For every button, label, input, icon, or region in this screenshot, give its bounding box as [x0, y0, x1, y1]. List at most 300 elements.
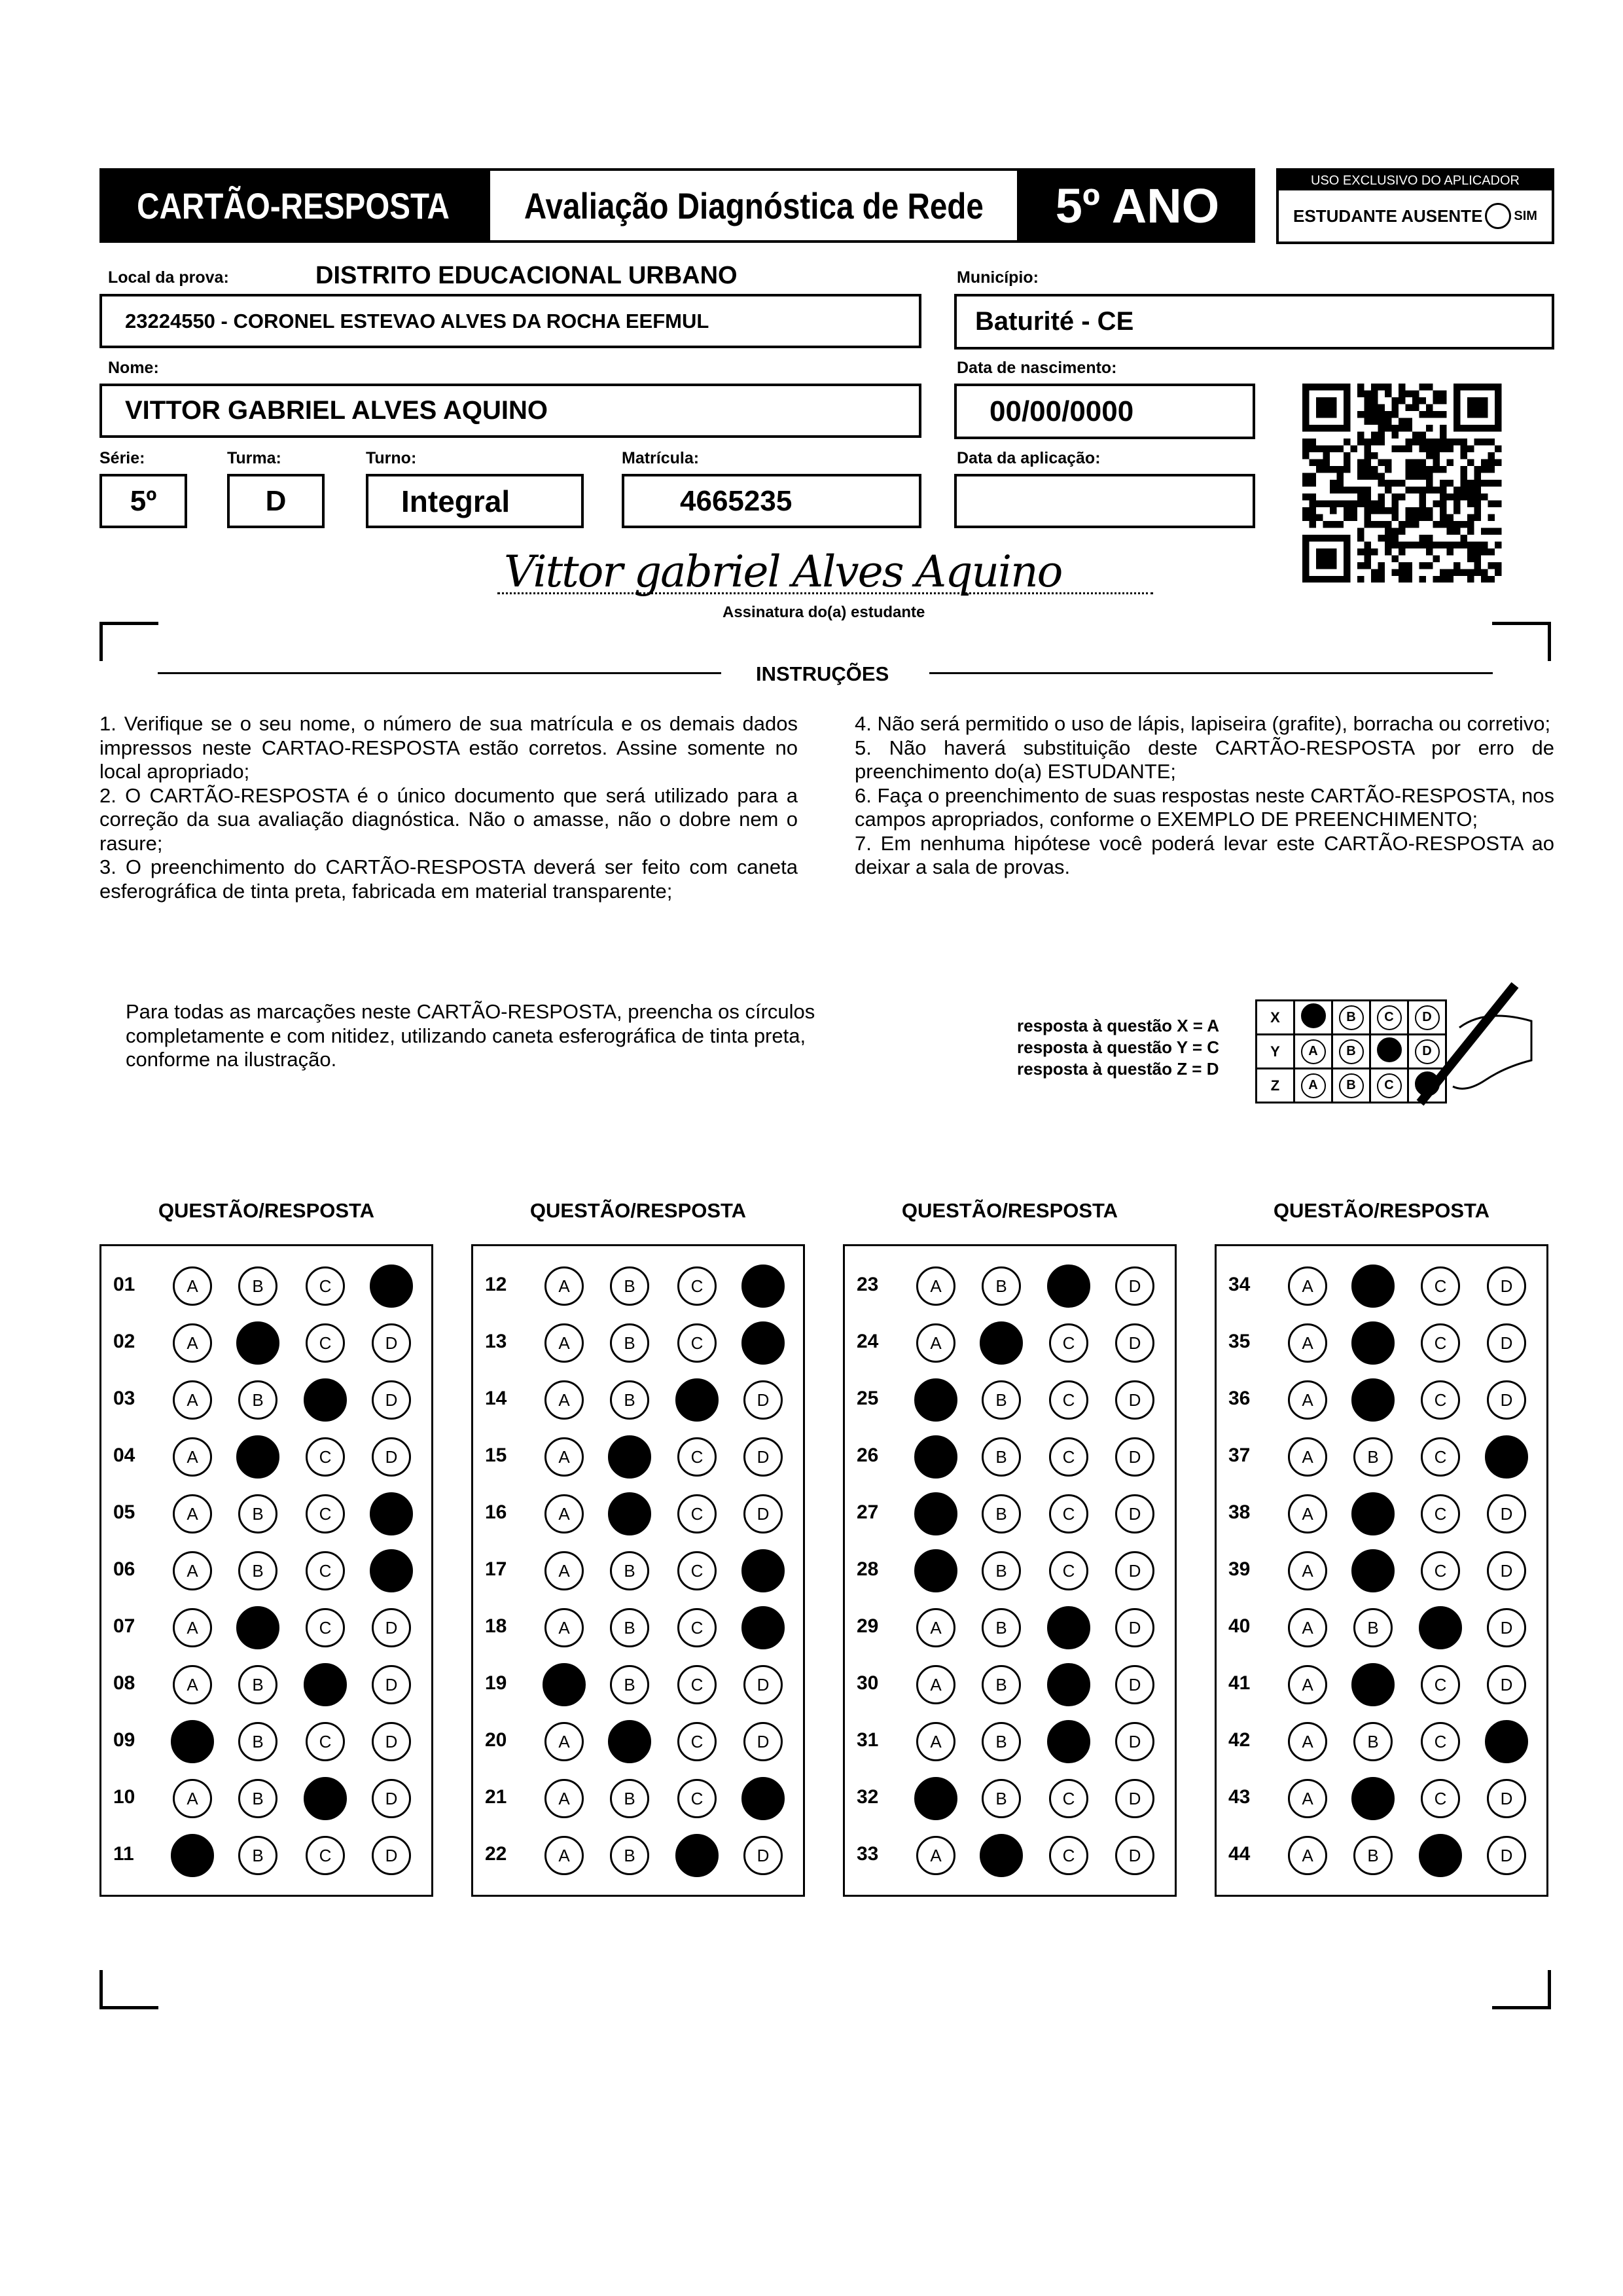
answer-bubble-a[interactable]: A [544, 1722, 584, 1761]
answer-row [101, 1827, 431, 1884]
answer-bubble-b-filled[interactable]: B [608, 1435, 651, 1479]
answer-bubble-d[interactable]: D [372, 1836, 411, 1875]
answer-bubble-d[interactable]: D [743, 1665, 783, 1704]
instructions-divider-right [929, 672, 1493, 674]
question-number: 29 [857, 1615, 879, 1637]
answer-bubble-c[interactable]: C [1421, 1323, 1460, 1363]
answer-bubble-d[interactable]: D [743, 1494, 783, 1534]
answer-bubble-d[interactable]: D [1115, 1608, 1154, 1647]
answer-bubble-d[interactable]: D [1487, 1608, 1526, 1647]
answer-bubble-a-filled[interactable]: A [914, 1777, 957, 1820]
answer-bubble-a[interactable]: A [916, 1608, 955, 1647]
nome-field: VITTOR GABRIEL ALVES AQUINO [99, 384, 921, 438]
qr-code [1302, 384, 1505, 583]
question-number: 02 [113, 1331, 135, 1352]
answer-bubble-a[interactable]: A [1288, 1722, 1327, 1761]
answer-row [1217, 1429, 1546, 1486]
answer-row [101, 1486, 431, 1543]
answer-bubble-a[interactable]: A [173, 1266, 212, 1306]
answer-bubble-c[interactable]: C [1421, 1722, 1460, 1761]
answer-bubble-b[interactable]: B [610, 1380, 649, 1420]
answer-bubble-d-filled[interactable]: D [1485, 1720, 1528, 1763]
answer-bubble-c[interactable]: C [677, 1551, 717, 1590]
serie-label: Série: [99, 449, 145, 467]
answer-bubble-a[interactable]: A [173, 1380, 212, 1420]
applicator-label: USO EXCLUSIVO DO APLICADOR [1279, 171, 1552, 190]
answer-bubble-c-filled[interactable]: C [304, 1777, 347, 1820]
answer-row [845, 1600, 1175, 1657]
answer-bubble-d[interactable]: D [1487, 1380, 1526, 1420]
answer-bubble-b[interactable]: B [610, 1266, 649, 1306]
answer-bubble-d[interactable]: D [1115, 1380, 1154, 1420]
answer-bubble-b[interactable]: B [982, 1380, 1021, 1420]
instruction-item: 4. Não será permitido o uso de lápis, lapiseira (grafite), borracha ou corretivo; [855, 712, 1551, 735]
answer-row [473, 1258, 803, 1315]
answer-row [101, 1713, 431, 1770]
answer-bubble-c[interactable]: C [1421, 1266, 1460, 1306]
answer-bubble-b-filled[interactable]: B [236, 1435, 279, 1479]
question-number: 05 [113, 1501, 135, 1523]
example-bubble: B [1339, 1005, 1364, 1030]
turno-field: Integral [366, 474, 584, 528]
signature: Vittor gabriel Alves Aquino [504, 547, 1062, 597]
answer-bubble-c-filled[interactable]: C [1419, 1606, 1462, 1649]
answer-bubble-c[interactable]: C [1421, 1551, 1460, 1590]
answer-bubble-c[interactable]: C [677, 1722, 717, 1761]
municipio-label: Município: [957, 268, 1039, 287]
answer-bubble-c[interactable]: C [306, 1494, 345, 1534]
pen-hand-icon [1407, 982, 1538, 1113]
answer-bubble-c[interactable]: C [1421, 1779, 1460, 1818]
answer-panel [1215, 1244, 1548, 1897]
turno-label: Turno: [366, 449, 417, 467]
answer-bubble-b[interactable]: B [982, 1665, 1021, 1704]
answer-bubble-a[interactable]: A [1288, 1665, 1327, 1704]
answer-panel [471, 1244, 805, 1897]
answer-bubble-d[interactable]: D [743, 1380, 783, 1420]
answer-bubble-c-filled[interactable]: C [675, 1378, 719, 1422]
answer-bubble-d[interactable]: D [1487, 1323, 1526, 1363]
answer-row [1217, 1713, 1546, 1770]
answer-bubble-a[interactable]: A [544, 1437, 584, 1477]
answer-bubble-d-filled[interactable]: D [370, 1492, 413, 1535]
answer-bubble-d[interactable]: D [1487, 1494, 1526, 1534]
question-number: 10 [113, 1786, 135, 1808]
instructions-right [855, 712, 1554, 880]
answer-bubble-c[interactable]: C [677, 1779, 717, 1818]
answer-bubble-d[interactable]: D [372, 1323, 411, 1363]
answer-bubble-a[interactable]: A [916, 1266, 955, 1306]
answer-bubble-b[interactable]: B [982, 1437, 1021, 1477]
answer-bubble-c[interactable]: C [677, 1608, 717, 1647]
example-bubble: B [1339, 1073, 1364, 1098]
answer-bubble-c-filled[interactable]: C [304, 1663, 347, 1706]
answer-bubble-c[interactable]: C [1421, 1494, 1460, 1534]
question-number: 32 [857, 1786, 879, 1808]
answer-bubble-a[interactable]: A [1288, 1266, 1327, 1306]
answer-bubble-a-filled[interactable]: A [543, 1663, 586, 1706]
answer-bubble-d-filled[interactable]: D [741, 1777, 785, 1820]
example-line-y: resposta à questão Y = C [1017, 1037, 1220, 1057]
answer-bubble-c[interactable]: C [306, 1608, 345, 1647]
answer-bubble-d[interactable]: D [1115, 1551, 1154, 1590]
answer-bubble-d[interactable]: D [372, 1779, 411, 1818]
answer-bubble-b[interactable]: B [982, 1494, 1021, 1534]
question-number: 09 [113, 1729, 135, 1751]
exam-title-text: Avaliação Diagnóstica de Rede [524, 185, 984, 226]
answer-bubble-a[interactable]: A [916, 1836, 955, 1875]
answer-bubble-c-filled[interactable]: C [1047, 1606, 1090, 1649]
answer-bubble-b[interactable]: B [238, 1494, 277, 1534]
answer-bubble-a[interactable]: A [544, 1608, 584, 1647]
answer-bubble-c[interactable]: C [677, 1266, 717, 1306]
answer-bubble-a[interactable]: A [1288, 1380, 1327, 1420]
answer-row [845, 1657, 1175, 1713]
answer-bubble-b-filled[interactable]: B [980, 1834, 1023, 1877]
answer-bubble-a[interactable]: A [1288, 1323, 1327, 1363]
example-bubble [1301, 1003, 1326, 1028]
answer-bubble-d[interactable]: D [743, 1722, 783, 1761]
question-number: 20 [485, 1729, 507, 1751]
question-number: 21 [485, 1786, 507, 1808]
answer-bubble-b[interactable]: B [238, 1380, 277, 1420]
example-question-label: X [1257, 1001, 1294, 1035]
answer-bubble-b[interactable]: B [982, 1722, 1021, 1761]
answer-bubble-b[interactable]: B [982, 1779, 1021, 1818]
instruction-item: 6. Faça o preenchimento de suas respostas neste CARTÃO-RESPOSTA, nos campos apropriados, conforme o EXEMPLO DE PREENCHIMENTO; [855, 783, 1554, 831]
question-number: 40 [1228, 1615, 1251, 1637]
answer-bubble-d[interactable]: D [1115, 1779, 1154, 1818]
answer-bubble-d-filled[interactable]: D [370, 1549, 413, 1592]
answer-bubble-a-filled[interactable]: A [171, 1720, 214, 1763]
answer-bubble-c[interactable]: C [677, 1323, 717, 1363]
answer-bubble-c[interactable]: C [306, 1836, 345, 1875]
answer-bubble-b[interactable]: B [1353, 1836, 1393, 1875]
answer-row [1217, 1258, 1546, 1315]
answer-row [845, 1827, 1175, 1884]
school-field: 23224550 - CORONEL ESTEVAO ALVES DA ROCHA EEFMUL [99, 294, 921, 348]
answer-bubble-d-filled[interactable]: D [741, 1606, 785, 1649]
answer-bubble-a[interactable]: A [173, 1608, 212, 1647]
nascimento-label: Data de nascimento: [957, 359, 1117, 377]
answer-bubble-c[interactable]: C [677, 1494, 717, 1534]
answer-bubble-a[interactable]: A [544, 1836, 584, 1875]
answer-bubble-a[interactable]: A [1288, 1494, 1327, 1534]
answer-row [845, 1486, 1175, 1543]
answer-bubble-b[interactable]: B [1353, 1437, 1393, 1477]
answer-bubble-a[interactable]: A [544, 1494, 584, 1534]
answer-bubble-b-filled[interactable]: B [1351, 1321, 1395, 1365]
answer-bubble-a[interactable]: A [173, 1323, 212, 1363]
example-bubble: A [1301, 1073, 1326, 1098]
answer-bubble-a[interactable]: A [916, 1665, 955, 1704]
answer-bubble-b-filled[interactable]: B [1351, 1549, 1395, 1592]
answer-bubble-c-filled[interactable]: C [1047, 1265, 1090, 1308]
instructions-title: INSTRUÇÕES [756, 662, 889, 685]
answer-row [473, 1429, 803, 1486]
question-number: 15 [485, 1444, 507, 1466]
matricula-field: 4665235 [622, 474, 921, 528]
answer-row [845, 1713, 1175, 1770]
question-number: 28 [857, 1558, 879, 1580]
example-legend [1017, 1015, 1219, 1080]
answer-bubble-c[interactable]: C [306, 1266, 345, 1306]
instruction-item: 1. Verifique se o seu nome, o número de sua matrícula e os demais dados impressos neste CARTAO-RESPOSTA estão corretos. Assine somente no local apropriado; [99, 712, 798, 783]
answer-bubble-c[interactable]: C [306, 1437, 345, 1477]
answer-bubble-b[interactable]: B [238, 1665, 277, 1704]
question-number: 07 [113, 1615, 135, 1637]
answer-row [1217, 1372, 1546, 1429]
signature-label: Assinatura do(a) estudante [722, 603, 925, 621]
question-number: 34 [1228, 1274, 1251, 1295]
absent-checkbox[interactable] [1485, 203, 1511, 229]
answer-bubble-a[interactable]: A [1288, 1551, 1327, 1590]
answer-bubble-b[interactable]: B [1353, 1722, 1393, 1761]
corner-mark-bottom-right [1492, 1970, 1551, 2009]
example-question-label: Y [1257, 1035, 1294, 1069]
answer-bubble-b[interactable]: B [610, 1323, 649, 1363]
answer-row [473, 1713, 803, 1770]
answer-bubble-d-filled[interactable]: D [741, 1321, 785, 1365]
answer-bubble-b[interactable]: B [610, 1836, 649, 1875]
question-number: 23 [857, 1274, 879, 1295]
answer-bubble-d-filled[interactable]: D [741, 1265, 785, 1308]
answer-bubble-b-filled[interactable]: B [1351, 1777, 1395, 1820]
question-number: 41 [1228, 1672, 1251, 1694]
example-bubble: C [1377, 1073, 1402, 1098]
question-number: 24 [857, 1331, 879, 1352]
exam-title [488, 168, 1020, 243]
example-bubble: C [1377, 1005, 1402, 1030]
answer-bubble-a-filled[interactable]: A [171, 1834, 214, 1877]
column-header: QUESTÃO/RESPOSTA [901, 1199, 1118, 1222]
answer-bubble-d[interactable]: D [743, 1836, 783, 1875]
answer-bubble-d[interactable]: D [1115, 1323, 1154, 1363]
answer-bubble-a[interactable]: A [544, 1380, 584, 1420]
answer-bubble-d[interactable]: D [1487, 1551, 1526, 1590]
answer-bubble-a-filled[interactable]: A [914, 1378, 957, 1422]
answer-row [845, 1315, 1175, 1372]
question-number: 16 [485, 1501, 507, 1523]
answer-bubble-c-filled[interactable]: C [1047, 1663, 1090, 1706]
answer-bubble-a[interactable]: A [173, 1665, 212, 1704]
answer-row [1217, 1827, 1546, 1884]
answer-bubble-a[interactable]: A [544, 1266, 584, 1306]
question-number: 43 [1228, 1786, 1251, 1808]
answer-bubble-d[interactable]: D [743, 1437, 783, 1477]
answer-row [473, 1600, 803, 1657]
instructions-left [99, 712, 798, 903]
answer-bubble-d[interactable]: D [372, 1437, 411, 1477]
answer-row [101, 1258, 431, 1315]
question-number: 33 [857, 1843, 879, 1865]
answer-row [473, 1315, 803, 1372]
answer-bubble-c[interactable]: C [1421, 1437, 1460, 1477]
answer-bubble-c[interactable]: C [1421, 1665, 1460, 1704]
question-number: 42 [1228, 1729, 1251, 1751]
question-number: 18 [485, 1615, 507, 1637]
answer-row [1217, 1600, 1546, 1657]
answer-bubble-d[interactable]: D [1487, 1665, 1526, 1704]
answer-bubble-b-filled[interactable]: B [1351, 1265, 1395, 1308]
question-number: 27 [857, 1501, 879, 1523]
answer-bubble-d[interactable]: D [372, 1665, 411, 1704]
signature-line [497, 592, 1153, 594]
answer-bubble-b-filled[interactable]: B [236, 1606, 279, 1649]
answer-row [101, 1372, 431, 1429]
question-number: 13 [485, 1331, 507, 1352]
answer-bubble-c[interactable]: C [1049, 1836, 1088, 1875]
answer-bubble-a[interactable]: A [1288, 1779, 1327, 1818]
answer-bubble-b[interactable]: B [610, 1608, 649, 1647]
answer-bubble-a[interactable]: A [173, 1494, 212, 1534]
absent-option: SIM [1514, 208, 1537, 223]
question-number: 39 [1228, 1558, 1251, 1580]
question-number: 17 [485, 1558, 507, 1580]
answer-bubble-c[interactable]: C [1049, 1437, 1088, 1477]
instruction-item: 3. O preenchimento do CARTÃO-RESPOSTA deverá ser feito com caneta esferográfica de tinta preta, fabricada em material transparente; [99, 855, 798, 903]
answer-row [845, 1372, 1175, 1429]
answer-bubble-a[interactable]: A [173, 1779, 212, 1818]
answer-bubble-b[interactable]: B [610, 1779, 649, 1818]
card-title [99, 168, 488, 243]
answer-row [101, 1543, 431, 1600]
corner-mark-top-left [99, 622, 158, 661]
answer-row [1217, 1770, 1546, 1827]
aplicacao-field [954, 474, 1255, 528]
question-number: 38 [1228, 1501, 1251, 1523]
answer-bubble-d[interactable]: D [1115, 1266, 1154, 1306]
answer-bubble-c-filled[interactable]: C [1419, 1834, 1462, 1877]
instruction-item: 2. O CARTÃO-RESPOSTA é o único documento que será utilizado para a correção da sua avaliação diagnóstica. Não o amasse, não o dobre nem o rasure; [99, 783, 798, 855]
answer-bubble-b[interactable]: B [238, 1722, 277, 1761]
answer-bubble-d[interactable]: D [372, 1608, 411, 1647]
answer-bubble-d[interactable]: D [1487, 1779, 1526, 1818]
question-number: 44 [1228, 1843, 1251, 1865]
answer-bubble-b[interactable]: B [238, 1836, 277, 1875]
answer-bubble-b-filled[interactable]: B [236, 1321, 279, 1365]
answer-row [101, 1315, 431, 1372]
answer-bubble-c[interactable]: C [306, 1722, 345, 1761]
nascimento-field: 00/00/0000 [954, 384, 1255, 439]
column-header: QUESTÃO/RESPOSTA [529, 1199, 747, 1222]
answer-bubble-b[interactable]: B [238, 1779, 277, 1818]
question-number: 37 [1228, 1444, 1251, 1466]
example-bubble: D [1415, 1039, 1440, 1064]
question-number: 36 [1228, 1388, 1251, 1409]
question-number: 31 [857, 1729, 879, 1751]
answer-bubble-b-filled[interactable]: B [1351, 1663, 1395, 1706]
answer-bubble-a-filled[interactable]: A [914, 1435, 957, 1479]
instruction-item: 5. Não haverá substituição deste CARTÃO-RESPOSTA por erro de preenchimento do(a) ESTUDANTE; [855, 736, 1554, 783]
question-number: 19 [485, 1672, 507, 1694]
example-question-label: Z [1257, 1069, 1294, 1103]
answer-bubble-d-filled[interactable]: D [1485, 1435, 1528, 1479]
answer-row [473, 1657, 803, 1713]
answer-row [473, 1543, 803, 1600]
answer-bubble-a[interactable]: A [916, 1323, 955, 1363]
answer-bubble-b[interactable]: B [982, 1608, 1021, 1647]
answer-bubble-b-filled[interactable]: B [980, 1321, 1023, 1365]
answer-bubble-c[interactable]: C [677, 1665, 717, 1704]
grade-label: 5º ANO [1020, 168, 1255, 243]
answer-bubble-b-filled[interactable]: B [1351, 1378, 1395, 1422]
corner-mark-top-right [1492, 622, 1551, 661]
answer-bubble-b-filled[interactable]: B [608, 1492, 651, 1535]
answer-bubble-a[interactable]: A [544, 1779, 584, 1818]
answer-bubble-a-filled[interactable]: A [914, 1549, 957, 1592]
answer-bubble-b[interactable]: B [982, 1266, 1021, 1306]
answer-bubble-b[interactable]: B [982, 1551, 1021, 1590]
answer-bubble-b[interactable]: B [610, 1665, 649, 1704]
answer-bubble-c[interactable]: C [1049, 1494, 1088, 1534]
answer-bubble-a-filled[interactable]: A [914, 1492, 957, 1535]
answer-bubble-c[interactable]: C [306, 1323, 345, 1363]
answer-panel [99, 1244, 433, 1897]
answer-bubble-a[interactable]: A [173, 1551, 212, 1590]
answer-bubble-c[interactable]: C [1049, 1323, 1088, 1363]
answer-row [473, 1486, 803, 1543]
answer-row [845, 1429, 1175, 1486]
question-number: 35 [1228, 1331, 1251, 1352]
answer-row [845, 1258, 1175, 1315]
answer-bubble-d[interactable]: D [372, 1380, 411, 1420]
answer-bubble-b[interactable]: B [1353, 1608, 1393, 1647]
answer-bubble-c-filled[interactable]: C [675, 1834, 719, 1877]
answer-bubble-a[interactable]: A [173, 1437, 212, 1477]
turma-label: Turma: [227, 449, 281, 467]
answer-bubble-c-filled[interactable]: C [304, 1378, 347, 1422]
answer-bubble-c[interactable]: C [1049, 1551, 1088, 1590]
answer-bubble-a[interactable]: A [1288, 1608, 1327, 1647]
answer-bubble-b[interactable]: B [610, 1551, 649, 1590]
answer-bubble-d[interactable]: D [372, 1722, 411, 1761]
answer-bubble-a[interactable]: A [1288, 1437, 1327, 1477]
answer-bubble-b[interactable]: B [238, 1551, 277, 1590]
answer-bubble-d[interactable]: D [1115, 1665, 1154, 1704]
answer-bubble-a[interactable]: A [544, 1551, 584, 1590]
answer-bubble-d[interactable]: D [1115, 1722, 1154, 1761]
answer-bubble-c[interactable]: C [1049, 1380, 1088, 1420]
answer-bubble-d-filled[interactable]: D [370, 1265, 413, 1308]
answer-bubble-c[interactable]: C [1049, 1779, 1088, 1818]
answer-bubble-c[interactable]: C [1421, 1380, 1460, 1420]
answer-bubble-a[interactable]: A [544, 1323, 584, 1363]
answer-bubble-d[interactable]: D [1115, 1494, 1154, 1534]
answer-bubble-b-filled[interactable]: B [1351, 1492, 1395, 1535]
example-line-x: resposta à questão X = A [1017, 1016, 1219, 1035]
answer-bubble-a[interactable]: A [916, 1722, 955, 1761]
answer-row [1217, 1657, 1546, 1713]
answer-bubble-c-filled[interactable]: C [1047, 1720, 1090, 1763]
answer-bubble-c[interactable]: C [677, 1437, 717, 1477]
instruction-item: 7. Em nenhuma hipótese você poderá levar este CARTÃO-RESPOSTA ao deixar a sala de provas. [855, 831, 1554, 878]
answer-bubble-d[interactable]: D [1115, 1836, 1154, 1875]
answer-bubble-b[interactable]: B [238, 1266, 277, 1306]
answer-row [101, 1657, 431, 1713]
answer-bubble-a[interactable]: A [1288, 1836, 1327, 1875]
answer-bubble-d[interactable]: D [1487, 1266, 1526, 1306]
answer-bubble-b-filled[interactable]: B [608, 1720, 651, 1763]
example-bubble: A [1301, 1039, 1326, 1064]
question-number: 26 [857, 1444, 879, 1466]
question-number: 25 [857, 1388, 879, 1409]
answer-bubble-d[interactable]: D [1487, 1836, 1526, 1875]
answer-bubble-d[interactable]: D [1115, 1437, 1154, 1477]
answer-bubble-d-filled[interactable]: D [741, 1549, 785, 1592]
question-number: 11 [113, 1843, 134, 1865]
answer-bubble-c[interactable]: C [306, 1551, 345, 1590]
